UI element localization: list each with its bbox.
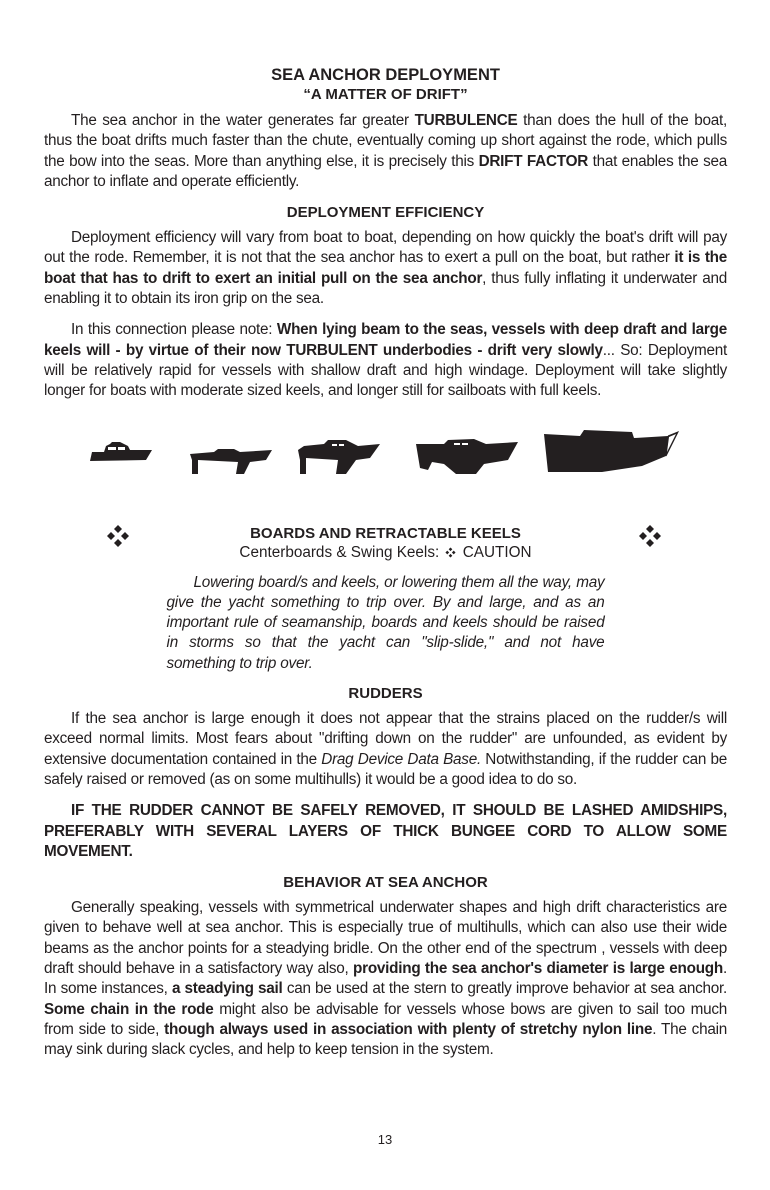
keels-caution-box [44,524,727,674]
diamond-ornament-icon [106,524,130,548]
deployment-paragraph-1: Deployment efficiency will vary from boat to boat, depending on how quickly the boat's drift will pay out the rode. Remember, it is not that the sea anchor has to exert a pull on the boat, but rather it is the boat that has to drift to exert an initial pull on the sea anchor, thus fully inflating it underwater and enabling it to obtain its iron grip on the sea. [44,229,728,308]
powerboat-silhouette-icon [88,438,154,464]
moderate-keel-sailboat-silhouette-icon [296,436,382,476]
behavior-paragraph: Generally speaking, vessels with symmetrical underwater shapes and high drift characteristics are given to behave well at sea anchor. This is especially true of multihulls, which can also use their wide beams as the anchor points for a steadying bridle. On the other end of the spectrum , vessels with deep draft should behave in a satisfactory way also, providing the sea anchor's diameter is large enough. In some instances, a steadying sail can be used at the stern to greatly improve behavior at sea anchor. Some chain in the rode might also be advisable for vessels whose bows are given to sail too much from side to side, though always used in association with plenty of stretchy nylon line. The chain may sink during slack cycles, and help to keep tension in the system. [44,899,728,1059]
deployment-paragraph-2: In this connection please note: When lying beam to the seas, vessels with deep draft and large keels will - by virtue of their now TURBULENT underbodies - drift very slowly... So: Deployment will be relatively rapid for vessels with shallow draft and high windage. Deployment will take slightly longer for boats with moderate sized keels, and longer still for sailboats with full keels. [44,321,727,400]
page-number: 13 [377,1132,393,1147]
rudders-warning-paragraph: IF THE RUDDER CANNOT BE SAFELY REMOVED, IT SHOULD BE LASHED AMIDSHIPS, PREFERABLY WITH SEVERAL LAYERS OF THICK BUNGEE CORD TO ALLOW SOME MOVEMENT. [44,802,727,860]
intro-paragraph: The sea anchor in the water generates far greater TURBULENCE than does the hull of the boat, thus the boat drifts much faster than the chute, eventually coming up short against the rode, which pulls the bow into the seas. More than anything else, it is precisely this DRIFT FACTOR that enables the sea anchor to inflate and operate efficiently. [44,112,727,190]
fin-keel-sailboat-silhouette-icon [188,446,274,476]
long-keel-sailboat-silhouette-icon [414,436,520,476]
document-page [44,66,727,1072]
page-subtitle: “A MATTER OF DRIFT” [303,86,468,103]
rudders-paragraph-1: If the sea anchor is large enough it does not appear that the strains placed on the rudder/s will exceed normal limits. Most fears about "drifting down on the rudder" are unfounded, as evident by extensive documentation contained in the Drag Device Data Base. Notwithstanding, if the rudder can be safely raised or removed (as on some multihulls) it would be a good idea to do so. [44,710,728,788]
keels-caution-subtitle: Centerboards & Swing Keels: CAUTION [239,543,532,561]
keels-caution-text: Lowering board/s and keels, or lowering them all the way, may give the yacht something to trip over. By and large, and as an important rule of seamanship, boards and keels should be raised in storms so that the yacht can "slip-slide," and not have something to trip over. [166,573,605,672]
full-keel-sailboat-silhouette-icon [542,426,682,474]
section-heading-boards-and-keels: BOARDS AND RETRACTABLE KEELS [250,524,521,542]
page-title: SEA ANCHOR DEPLOYMENT [271,66,500,84]
caution-diamond-icon [445,547,456,558]
section-heading-behavior: BEHAVIOR AT SEA ANCHOR [283,874,488,892]
boat-silhouettes-illustration [44,422,727,494]
section-heading-rudders: RUDDERS [348,685,423,703]
diamond-ornament-icon [638,524,662,548]
section-heading-deployment-efficiency: DEPLOYMENT EFFICIENCY [286,204,485,222]
